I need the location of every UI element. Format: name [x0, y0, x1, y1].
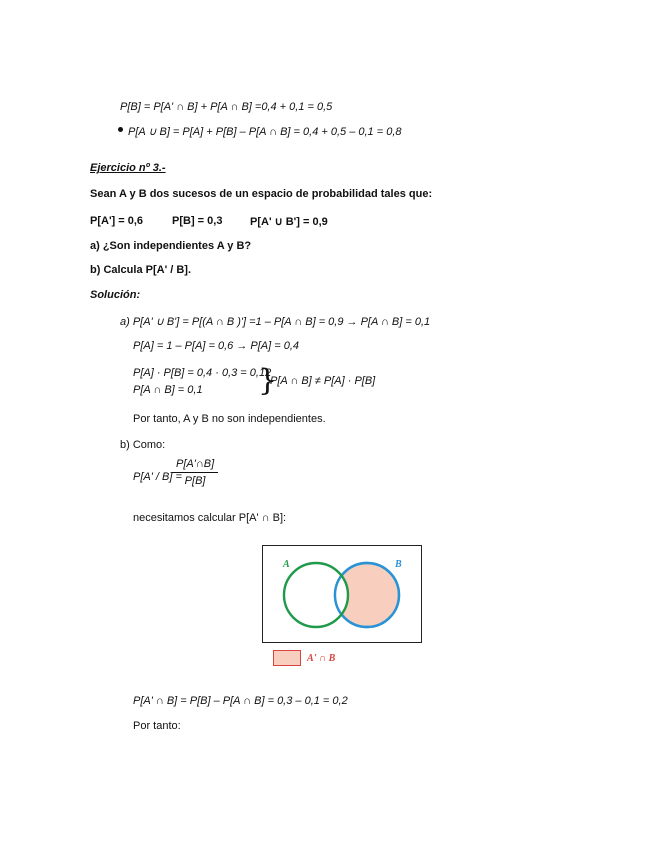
solution-a-step1: a) P[A' ∪ B'] = P[(A ∩ B )'] =1 – P[A ∩ B] = 0,9 → P[A ∩ B] = 0,1	[120, 316, 431, 328]
solution-a-step2: P[A] = 1 – P[A] = 0,6 → P[A] = 0,4	[133, 340, 300, 352]
solution-heading: Solución:	[90, 289, 141, 301]
conditional-fraction	[172, 458, 218, 487]
fraction-numerator: P[A'∩B]	[172, 458, 218, 473]
venn-diagram	[262, 545, 422, 643]
solution-b-intro: b) Como:	[120, 439, 166, 451]
given-p-b: P[B] = 0,3	[172, 215, 223, 227]
right-brace: }	[258, 363, 278, 398]
given-p-a-complement: P[A'] = 0,6	[90, 215, 144, 227]
bullet-icon	[118, 127, 123, 132]
conditional-lhs: P[A' / B] =	[133, 471, 182, 483]
venn-svg	[263, 546, 421, 642]
formula-p-a-union-b: P[A ∪ B] = P[A] + P[B] – P[A ∩ B] = 0,4 + 0,5 – 0,1 = 0,8	[128, 126, 402, 138]
formula-p-b: P[B] = P[A' ∩ B] + P[A ∩ B] =0,4 + 0,1 = 0,5	[120, 101, 333, 113]
problem-statement: Sean A y B dos sucesos de un espacio de probabilidad tales que:	[90, 188, 433, 200]
conclusion-a: Por tanto, A y B no son independientes.	[133, 413, 326, 425]
need-to-compute: necesitamos calcular P[A' ∩ B]:	[133, 512, 287, 524]
question-a: a) ¿Son independientes A y B?	[90, 240, 252, 252]
question-b: b) Calcula P[A' / B].	[90, 264, 192, 276]
fraction-denominator: P[B]	[184, 475, 206, 487]
independence-check: P[A ∩ B] ≠ P[A] · P[B]	[270, 375, 376, 387]
legend-swatch	[273, 650, 301, 666]
given-p-union-complements: P[A' ∪ B'] = 0,9	[250, 216, 328, 228]
solution-b-step: P[A' ∩ B] = P[B] – P[A ∩ B] = 0,3 – 0,1 = 0,2	[133, 695, 348, 707]
p-intersection-value: P[A ∩ B] = 0,1	[133, 384, 203, 396]
legend-label: A' ∩ B	[307, 653, 336, 664]
label-a: A	[283, 559, 290, 570]
final-intro: Por tanto:	[133, 720, 181, 732]
exercise-heading: Ejercicio nº 3.-	[90, 162, 166, 174]
label-b: B	[395, 559, 402, 570]
product-p-a-p-b: P[A] · P[B] = 0,4 · 0,3 = 0,12	[133, 367, 272, 379]
